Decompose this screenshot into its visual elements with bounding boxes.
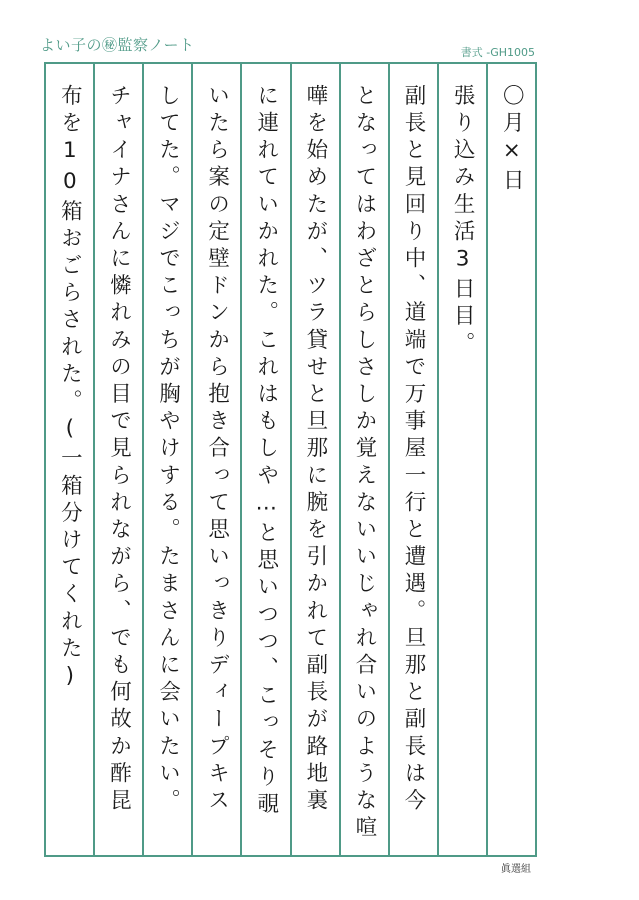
diary-line: に連れていかれた。これはもしや…と思いつつ、こっそり覗	[253, 84, 279, 820]
line-column	[191, 64, 240, 855]
line-column	[46, 64, 93, 855]
diary-line: いたら案の定壁ドンから抱き合って思いっきりディープキス	[204, 84, 230, 816]
ruled-sheet	[44, 62, 537, 857]
diary-line: 張り込み生活3日目。	[450, 84, 476, 359]
diary-line: 副長と見回り中、道端で万事屋一行と遭遇。旦那と副長は今	[401, 84, 427, 816]
line-column	[93, 64, 142, 855]
line-column	[290, 64, 339, 855]
diary-line-date: 〇月×日	[499, 84, 525, 196]
diary-line: チャイナさんに憐れみの目で見られながら、でも何故か酢昆	[106, 84, 132, 816]
notebook-title: よい子の㊙監察ノート	[40, 36, 195, 54]
line-column	[388, 64, 437, 855]
diary-line: となってはわざとらしさしか覚えないいじゃれ合いのような喧	[351, 84, 377, 843]
line-column	[142, 64, 191, 855]
diary-line: 嘩を始めたが、ツラ貸せと旦那に腕を引かれて副長が路地裏	[302, 84, 328, 816]
signature: 眞選組	[501, 864, 531, 875]
line-column	[437, 64, 486, 855]
form-code: 書式 -GH1005	[460, 46, 535, 59]
line-column	[339, 64, 388, 855]
diary-line: 布を10箱おごらされた。(一箱分けてくれた)	[57, 84, 83, 695]
diary-line: してた。マジでこっちが胸やけする。たまさんに会いたい。	[155, 84, 181, 816]
line-column	[240, 64, 289, 855]
line-column	[486, 64, 535, 855]
